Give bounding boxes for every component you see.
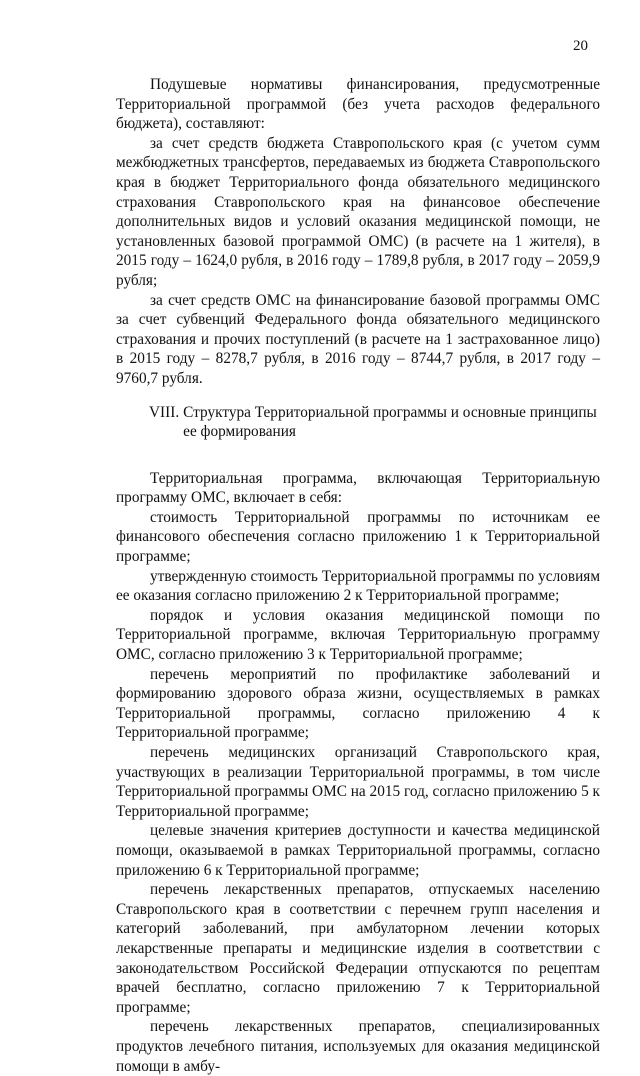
- document-body: [116, 75, 600, 1076]
- paragraph-oms-funds: за счет средств ОМС на финансирование базовой программы ОМС за счет субвенций Федерального фонда обязательного медицинского страхования и прочих поступлений (в расчете на 1 застрахованное лицо) в 2015 году – 8278,7 рубля, в 2016 году – 8744,7 рубля, в 2017 году – 9760,7 рубля.: [116, 291, 600, 387]
- list-item-appendix-1: стоимость Территориальной программы по источникам ее финансового обеспечения согласно приложению 1 к Территориальной программе;: [116, 508, 600, 566]
- section-number: VIII.: [149, 403, 180, 421]
- list-item-appendix-5: перечень медицинских организаций Ставропольского края, участвующих в реализации Территориальной программы, в том числе Территориальной программы ОМС на 2015 год, согласно приложению 5 к Территориальной программе;: [116, 744, 600, 820]
- list-item-appendix-3: порядок и условия оказания медицинской помощи по Территориальной программе, включая Территориальную программу ОМС, согласно приложению 3 к Территориальной программе;: [116, 606, 600, 664]
- section-title: Структура Территориальной программы и основные принципы ее формирования: [183, 403, 597, 441]
- list-item-appendix-6: целевые значения критериев доступности и качества медицинской помощи, оказываемой в рамках Территориальной программы, согласно приложению 6 к Территориальной программе;: [116, 822, 600, 879]
- list-item-appendix-7: перечень лекарственных препаратов, отпускаемых населению Ставропольского края в соответствии с перечнем групп населения и категорий заболеваний, при амбулаторном лечении которых лекарственные препараты и медицинские изделия в соответствии с законодательством Российской Федерации отпускаются по рецептам врачей бесплатно, согласно приложению 7 к Территориальной программе;: [116, 881, 600, 1016]
- paragraph-regional-budget: за счет средств бюджета Ставропольского края (с учетом сумм межбюджетных трансфертов, передаваемых из бюджета Ставропольского края в бюджет Территориального фонда обязательного медицинского страхования Ставропольского края на финансовое обеспечение дополнительных видов и условий оказания медицинской помощи, не установленных базовой программой ОМС) (в расчете на 1 жителя), в 2015 году – 1624,0 рубля, в 2016 году – 1789,8 рубля, в 2017 году – 2059,9 рубля;: [116, 134, 600, 289]
- list-item-appendix-4: перечень мероприятий по профилактике заболеваний и формированию здорового образа жизни, осуществляемых в рамках Территориальной программы, согласно приложению 4 к Территориальной программе;: [116, 665, 600, 742]
- paragraph-per-capita-intro: Подушевые нормативы финансирования, предусмотренные Территориальной программой (без учета расходов федерального бюджета), составляют:: [116, 76, 600, 133]
- section-heading: [149, 403, 600, 442]
- paragraph-program-includes: Территориальная программа, включающая Территориальную программу ОМС, включает в себя:: [116, 469, 600, 507]
- list-item-appendix-2: утвержденную стоимость Территориальной программы по условиям ее оказания согласно приложению 2 к Территориальной программе;: [116, 567, 600, 605]
- page-number: 20: [573, 38, 588, 54]
- list-item-medicines-nutrition: перечень лекарственных препаратов, специализированных продуктов лечебного питания, используемых для оказания медицинской помощи в амбу-: [116, 1018, 600, 1075]
